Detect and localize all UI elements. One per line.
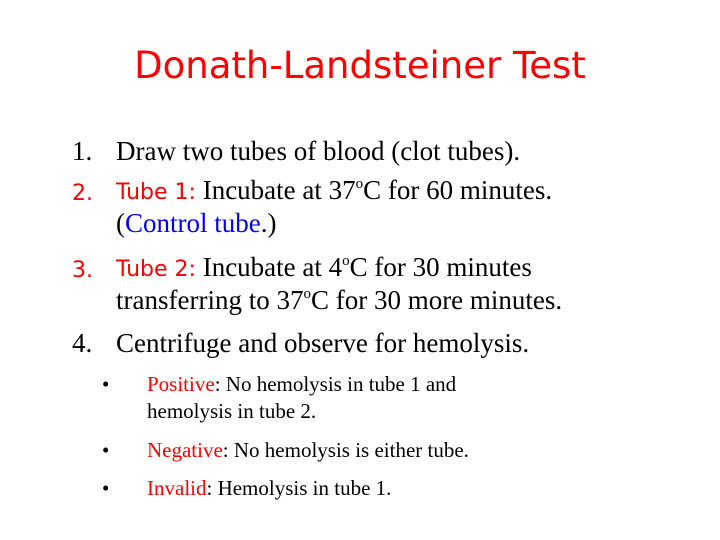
result-term: Positive (147, 372, 215, 396)
step-text: Centrifuge and observe for hemolysis. (116, 328, 530, 358)
step-number: 3. (72, 258, 93, 283)
step-text-part: C for 60 minutes. (363, 175, 553, 205)
step-text: Draw two tubes of blood (clot tubes). (116, 136, 521, 166)
step-text-part: .) (260, 208, 277, 238)
step-text-part: ( (116, 208, 125, 238)
result-text: : No hemolysis is either tube. (222, 438, 469, 462)
step-number: 4. (72, 328, 93, 358)
step-label: Tube 2: (116, 257, 196, 282)
result-term: Invalid (147, 476, 207, 500)
result-term: Negative (147, 438, 223, 462)
result-text: : No hemolysis in tube 1 and (214, 372, 457, 396)
step-text-line-1 (116, 175, 552, 208)
result-line-1 (147, 438, 469, 463)
degree-sup: o (303, 286, 311, 302)
step-text-part: C for 30 more minutes. (310, 285, 563, 315)
control-tube-term: Control tube (125, 208, 261, 238)
result-text: : Hemolysis in tube 1. (206, 476, 392, 500)
result-line-2: hemolysis in tube 2. (147, 399, 317, 423)
step-number: 1. (72, 136, 93, 166)
step-text-part: transferring to 37 (116, 285, 304, 315)
step-text-line-2 (116, 208, 277, 239)
step-text-part: Incubate at 4 (195, 252, 343, 282)
result-line-1 (147, 476, 391, 501)
slide-title: Donath-Landsteiner Test (134, 44, 586, 87)
step-text-line-2 (116, 285, 562, 316)
step-label: Tube 1: (116, 180, 196, 205)
step-text-line-1 (116, 252, 532, 285)
result-line-1 (147, 372, 456, 397)
bullet-icon: • (102, 438, 110, 462)
step-text-part: C for 30 minutes (349, 252, 532, 282)
step-number: 2. (72, 181, 93, 206)
bullet-icon: • (102, 476, 110, 500)
bullet-icon: • (102, 372, 110, 396)
degree-sup: o (342, 253, 350, 269)
degree-sup: o (355, 176, 364, 192)
step-text-part: Incubate at 37 (195, 175, 356, 205)
